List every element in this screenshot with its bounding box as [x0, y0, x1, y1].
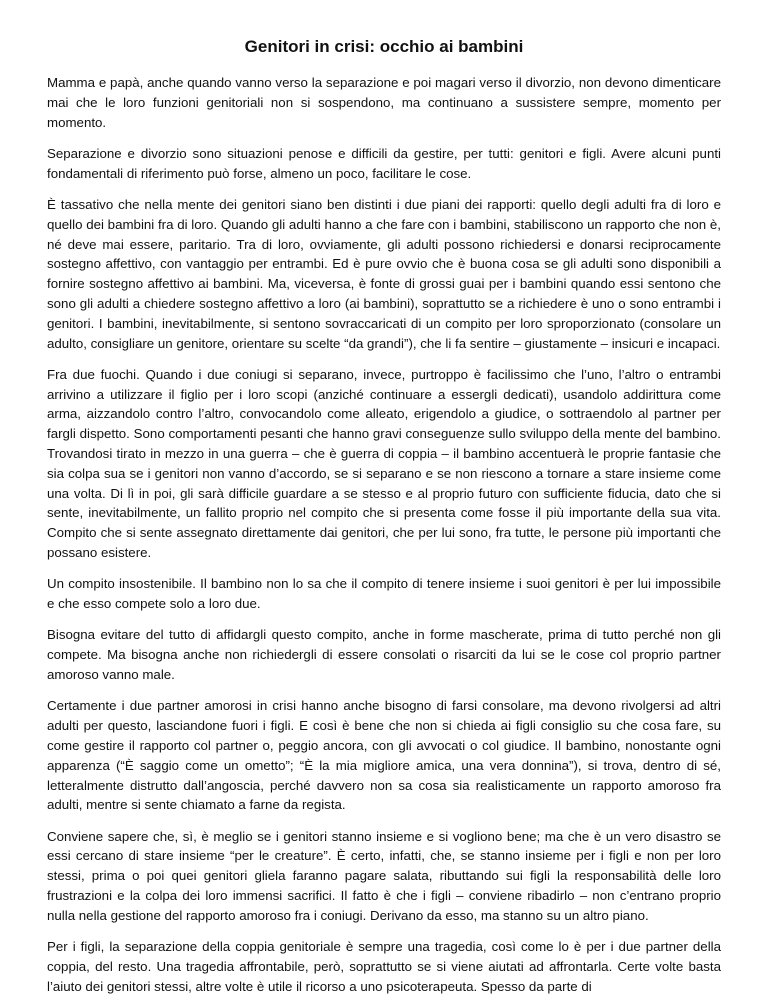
paragraph: È tassativo che nella mente dei genitori siano ben distinti i due piani dei rapporti: quello degli adulti fra di loro e quello dei bambini fra di loro. Quando gli adulti hanno a che fare con i bambini, stabiliscono un rapporto che non è, né deve mai essere, paritario. Tra di loro, ovviamente, gli adulti possono richiedersi e donarsi reciprocamente sostegno affettivo, con vantaggio per entrambi. Ed è pure ovvio che è buona cosa se gli adulti sono disponibili a fornire sostegno affettivo ai bambini. Ma, viceversa, è fonte di grossi guai per i bambini quando essi sentono che sono gli adulti a chiedere sostegno affettivo a loro (ai bambini), soprattutto se a richiedere è uno o sono entrambi i genitori. I bambini, inevitabilmente, si sentono sovraccaricati di un compito per loro sproporzionato (consolare un adulto, consigliare un genitore, orientare su scelte “da grandi”), che li fa sentire – giustamente – insicuri e incapaci.	[47, 196, 721, 351]
paragraph: Bisogna evitare del tutto di affidargli questo compito, anche in forme mascherate, prima di tutto perché non gli compete. Ma bisogna anche non richiedergli di essere consolati o risarciti da lui se le cose col proprio partner amoroso vanno male.	[47, 627, 721, 683]
paragraph: Certamente i due partner amorosi in crisi hanno anche bisogno di farsi consolare, ma devono rivolgersi ad altri adulti per questo, lasciandone fuori i figli. E così è bene che non si chieda ai figli consiglio su che cosa fare, su come gestire il rapporto col partner o, peggio ancora, con gli avvocati o col giudice. Il bambino, nonostante ogni apparenza (“È saggio come un ometto”; “È la mia migliore amica, una vera donnina”), si trova, dentro di sé, letteralmente distrutto dall’angoscia, perché davvero non sa cosa sia realisticamente un rapporto amoroso fra adulti, mentre si sente chiamato a farne da regista.	[47, 698, 721, 813]
page-title: Genitori in crisi: occhio ai bambini	[244, 37, 524, 56]
paragraph: Fra due fuochi. Quando i due coniugi si separano, invece, purtroppo è facilissimo che l’uno, l’altro o entrambi arrivino a utilizzare il figlio per i loro scopi (anziché continuare a essergli dedicati), usandolo addirittura come arma, aizzandolo contro l’altro, convocandolo come alleato, erigendolo a giudice, o sottraendolo al partner per fargli dispetto. Sono comportamenti pesanti che hanno gravi conseguenze sullo sviluppo della mente del bambino. Trovandosi tirato in mezzo in una guerra – che è guerra di coppia – il bambino accentuerà le proprie fantasie che sia colpa sua se i genitori non vanno d’accordo, se si separano e se non riescono a tornare a stare insieme come una volta. Di lì in poi, gli sarà difficile guardare a se stesso e al proprio futuro con sufficiente fiducia, dato che si sente, inevitabilmente, un fallito proprio nel compito che si presenta come fosse il più importante della sua vita. Compito che si sente assegnato direttamente dai genitori, che per lui sono, fra tutte, le persone più importanti che possano esistere.	[47, 366, 721, 561]
paragraph: Separazione e divorzio sono situazioni penose e difficili da gestire, per tutti: genitori e figli. Avere alcuni punti fondamentali di riferimento può forse, almeno un poco, facilitare le cose.	[47, 145, 721, 181]
paragraph: Conviene sapere che, sì, è meglio se i genitori stanno insieme e si vogliono bene; ma che è un vero disastro se essi cercano di stare insieme “per le creature”. È certo, infatti, che, se stanno insieme per i figli e non per loro stessi, prima o poi quei genitori gliela faranno pagare salata, ributtando sui figli la responsabilità delle loro frustrazioni e la colpa dei loro immensi sacrifici. Il fatto è che i figli – conviene ribadirlo – non c’entrano proprio nulla nella gestione del rapporto amoroso fra i coniugi. Derivano da esso, ma stanno su un altro piano.	[47, 828, 721, 923]
paragraph: Mamma e papà, anche quando vanno verso la separazione e poi magari verso il divorzio, non devono dimenticare mai che le loro funzioni genitoriali non si sospendono, ma continuano a sussistere sempre, momento per momento.	[47, 75, 721, 130]
paragraph: Un compito insostenibile. Il bambino non lo sa che il compito di tenere insieme i suoi genitori è per lui impossibile e che esso compete solo a loro due.	[47, 576, 721, 612]
paragraph: Per i figli, la separazione della coppia genitoriale è sempre una tragedia, così come lo è per i due partner della coppia, del resto. Una tragedia affrontabile, però, soprattutto se si viene aiutati ad affrontarla. Certe volte basta l’aiuto dei genitori stessi, altre volte è utile il ricorso a uno psicoterapeuta. Spesso da parte di	[47, 939, 721, 994]
